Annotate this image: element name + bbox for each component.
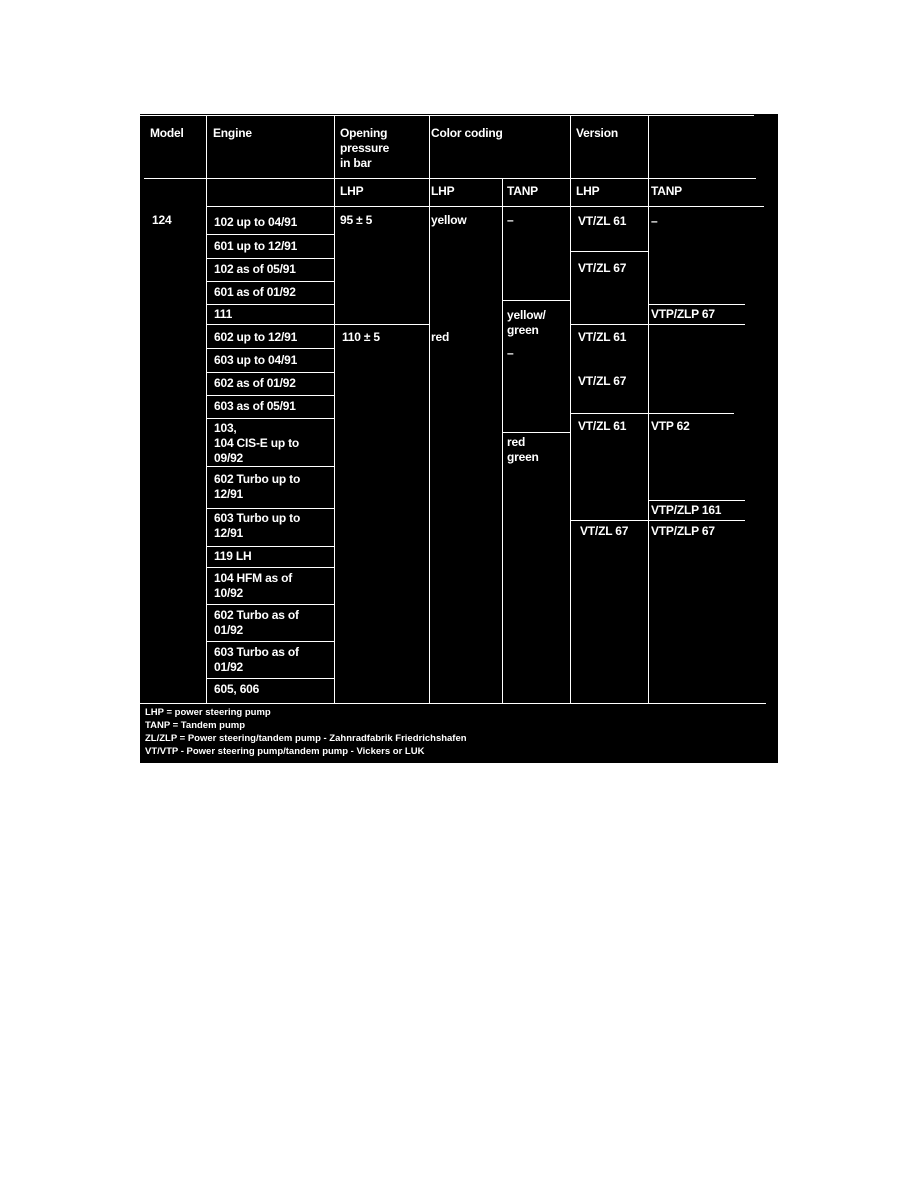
engine-cell: 119 LH — [214, 549, 252, 563]
color-lhp-cell: yellow — [431, 213, 467, 227]
engine-row-divider — [206, 604, 334, 605]
engine-row-divider — [206, 466, 334, 467]
pressure-cell: 95 ± 5 — [340, 213, 373, 227]
footnote-zl-zlp: ZL/ZLP = Power steering/tandem pump - Zahnradfabrik Friedrichshafen — [145, 733, 467, 744]
color-tanp-cell: yellow/ green — [507, 308, 546, 337]
subheader-color-lhp: LHP — [431, 184, 455, 198]
version-tanp-cell: VTP/ZLP 67 — [651, 307, 715, 321]
engine-row-divider — [206, 234, 334, 235]
engine-cell: 102 up to 04/91 — [214, 215, 298, 229]
version-tanp-cell: – — [651, 214, 658, 228]
tanp-color-divider — [502, 300, 570, 301]
engine-cell: 602 as of 01/92 — [214, 376, 296, 390]
engine-cell: 103, 104 CIS-E up to 09/92 — [214, 421, 300, 465]
version-lhp-divider — [570, 520, 648, 521]
column-rule-color-tanp — [502, 178, 503, 703]
column-rule-color — [429, 115, 430, 703]
subheader-version-lhp: LHP — [576, 184, 600, 198]
header-bottom-rule — [144, 178, 756, 179]
engine-row-divider — [206, 567, 334, 568]
version-lhp-divider — [570, 324, 648, 325]
footer-rule — [140, 703, 766, 704]
version-tanp-divider — [648, 304, 745, 305]
version-tanp-divider — [648, 520, 745, 521]
engine-row-divider — [206, 508, 334, 509]
engine-row-divider — [206, 258, 334, 259]
version-tanp-cell: VTP/ZLP 67 — [651, 524, 715, 538]
header-top-rule — [140, 115, 754, 116]
version-lhp-divider — [570, 251, 648, 252]
header-version: Version — [576, 126, 618, 140]
engine-cell: 603 as of 05/91 — [214, 399, 296, 413]
pressure-cell: 110 ± 5 — [342, 330, 380, 344]
engine-cell: 602 Turbo as of 01/92 — [214, 608, 299, 637]
color-lhp-cell: red — [431, 330, 450, 344]
version-tanp-cell: VTP 62 — [651, 419, 690, 433]
version-tanp-cell: VTP/ZLP 161 — [651, 503, 722, 517]
version-tanp-divider — [648, 413, 734, 414]
footnote-vt-vtp: VT/VTP - Power steering pump/tandem pump - Vickers or LUK — [145, 746, 425, 757]
column-rule-engine — [206, 115, 207, 703]
engine-cell: 111 — [214, 307, 233, 321]
version-lhp-cell: VT/ZL 67 — [578, 261, 627, 275]
pressure-row-divider — [334, 324, 429, 325]
color-tanp-cell: – — [507, 346, 514, 360]
engine-cell: 104 HFM as of 10/92 — [214, 571, 293, 600]
version-lhp-cell: VT/ZL 61 — [578, 214, 627, 228]
engine-row-divider — [206, 281, 334, 282]
engine-row-divider — [206, 418, 334, 419]
model-value: 124 — [152, 213, 172, 227]
version-tanp-divider — [648, 324, 745, 325]
engine-cell: 601 as of 01/92 — [214, 285, 296, 299]
tanp-color-divider — [502, 432, 570, 433]
engine-row-divider — [206, 395, 334, 396]
version-lhp-cell: VT/ZL 67 — [578, 374, 627, 388]
footnote-lhp: LHP = power steering pump — [145, 707, 271, 718]
version-lhp-cell: VT/ZL 61 — [578, 330, 627, 344]
engine-cell: 601 up to 12/91 — [214, 239, 298, 253]
column-rule-version-tanp — [648, 115, 649, 703]
engine-cell: 605, 606 — [214, 682, 260, 696]
engine-cell: 602 up to 12/91 — [214, 330, 298, 344]
subheader-pressure-lhp: LHP — [340, 184, 364, 198]
version-lhp-cell: VT/ZL 61 — [578, 419, 627, 433]
subheader-color-tanp: TANP — [507, 184, 538, 198]
engine-cell: 102 as of 05/91 — [214, 262, 296, 276]
color-tanp-cell: – — [507, 213, 514, 227]
engine-row-divider — [206, 372, 334, 373]
engine-row-divider — [206, 641, 334, 642]
subheader-version-tanp: TANP — [651, 184, 682, 198]
engine-cell: 603 up to 04/91 — [214, 353, 298, 367]
engine-row-divider — [206, 678, 334, 679]
column-rule-pressure — [334, 115, 335, 703]
version-lhp-divider — [570, 413, 648, 414]
color-tanp-cell: red green — [507, 435, 539, 464]
pump-specification-table — [140, 114, 778, 763]
engine-row-divider — [206, 324, 334, 325]
version-lhp-cell: VT/ZL 67 — [580, 524, 629, 538]
header-opening-pressure: Opening pressure in bar — [340, 126, 390, 170]
subheader-bottom-rule — [206, 206, 764, 207]
engine-cell: 603 Turbo as of 01/92 — [214, 645, 299, 674]
engine-cell: 603 Turbo up to 12/91 — [214, 511, 301, 540]
header-engine: Engine — [213, 126, 252, 140]
version-tanp-divider — [648, 500, 745, 501]
engine-row-divider — [206, 304, 334, 305]
engine-row-divider — [206, 546, 334, 547]
engine-cell: 602 Turbo up to 12/91 — [214, 472, 301, 501]
column-rule-version — [570, 115, 571, 703]
header-model: Model — [150, 126, 184, 140]
header-color-coding: Color coding — [431, 126, 503, 140]
engine-row-divider — [206, 348, 334, 349]
footnote-tanp: TANP = Tandem pump — [145, 720, 246, 731]
